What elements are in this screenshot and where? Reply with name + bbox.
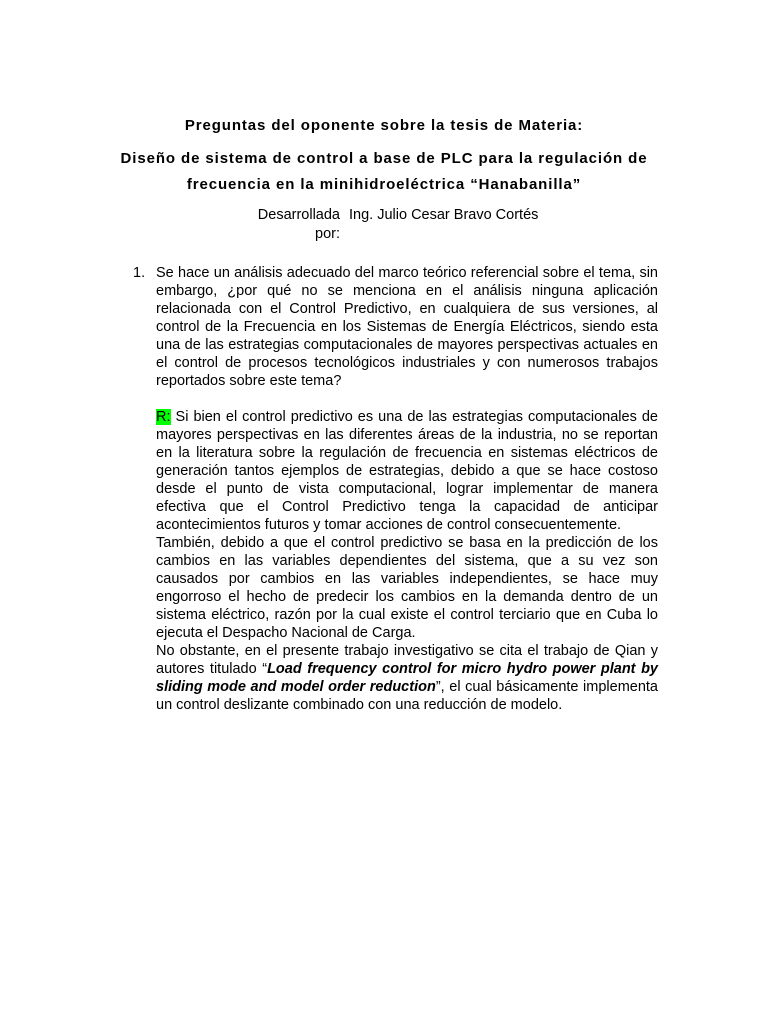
- answer-paragraph-3-after: ”, el cual básicamente implementa un control deslizante combinado con una reducción de modelo.: [156, 679, 658, 713]
- author-label: Desarrollada por:: [257, 207, 340, 242]
- document-title: Preguntas del oponente sobre la tesis de Materia:: [184, 117, 584, 134]
- author-name: Ing. Julio Cesar Bravo Cortés: [349, 207, 539, 223]
- question-number: 1.: [133, 265, 146, 281]
- answer-paragraph-2: También, debido a que el control predictivo se basa en la predicción de los cambios en las variables dependientes del sistema, que a su vez son causados por cambios en las variables independientes, se hace muy engorroso el hecho de predecir los cambios en la demanda dentro de un sistema eléctrico, razón por la cual existe el control terciario que en Cuba lo ejecuta el Despacho Nacional de Carga.: [156, 535, 658, 641]
- thesis-title: Diseño de sistema de control a base de PLC para la regulación de frecuencia en la minihidroeléctrica “Hanabanilla”: [120, 150, 648, 193]
- answer-block: [156, 408, 658, 714]
- answer-marker: R:: [156, 409, 171, 425]
- cited-paper-title: Load frequency control for micro hydro power plant by sliding mode and model order reduction: [156, 661, 658, 695]
- answer-paragraph-3: [156, 642, 658, 714]
- answer-paragraph-1-text: Si bien el control predictivo es una de las estrategias computacionales de mayores perspectivas en las diferentes áreas de la industria, no se reportan en la literatura sobre la regulación de frecuencia en sistemas eléctricos de generación tantos ejemplos de estrategias, debido a que se hace costoso desde el punto de vista computacional, lograr implementar de manera efectiva que el Control Predictivo tenga la capacidad de anticipar acontecimientos futuros y tomar acciones de control consecuentemente.: [156, 409, 658, 533]
- answer-paragraph-1: [156, 408, 658, 534]
- answer-paragraph-3-before: No obstante, en el presente trabajo investigativo se cita el trabajo de Qian y autores titulado “: [156, 643, 658, 677]
- question-text: Se hace un análisis adecuado del marco teórico referencial sobre el tema, sin embargo, ¿por qué no se menciona en el análisis ninguna aplicación relacionada con el Control Predictivo, en cualquiera de sus versiones, al control de la Frecuencia en los Sistemas de Energía Eléctricos, siendo esta una de las estrategias computacionales de mayores perspectivas actuales en el control de procesos tecnológicos industriales y con numerosos trabajos reportados sobre este tema?: [156, 265, 658, 389]
